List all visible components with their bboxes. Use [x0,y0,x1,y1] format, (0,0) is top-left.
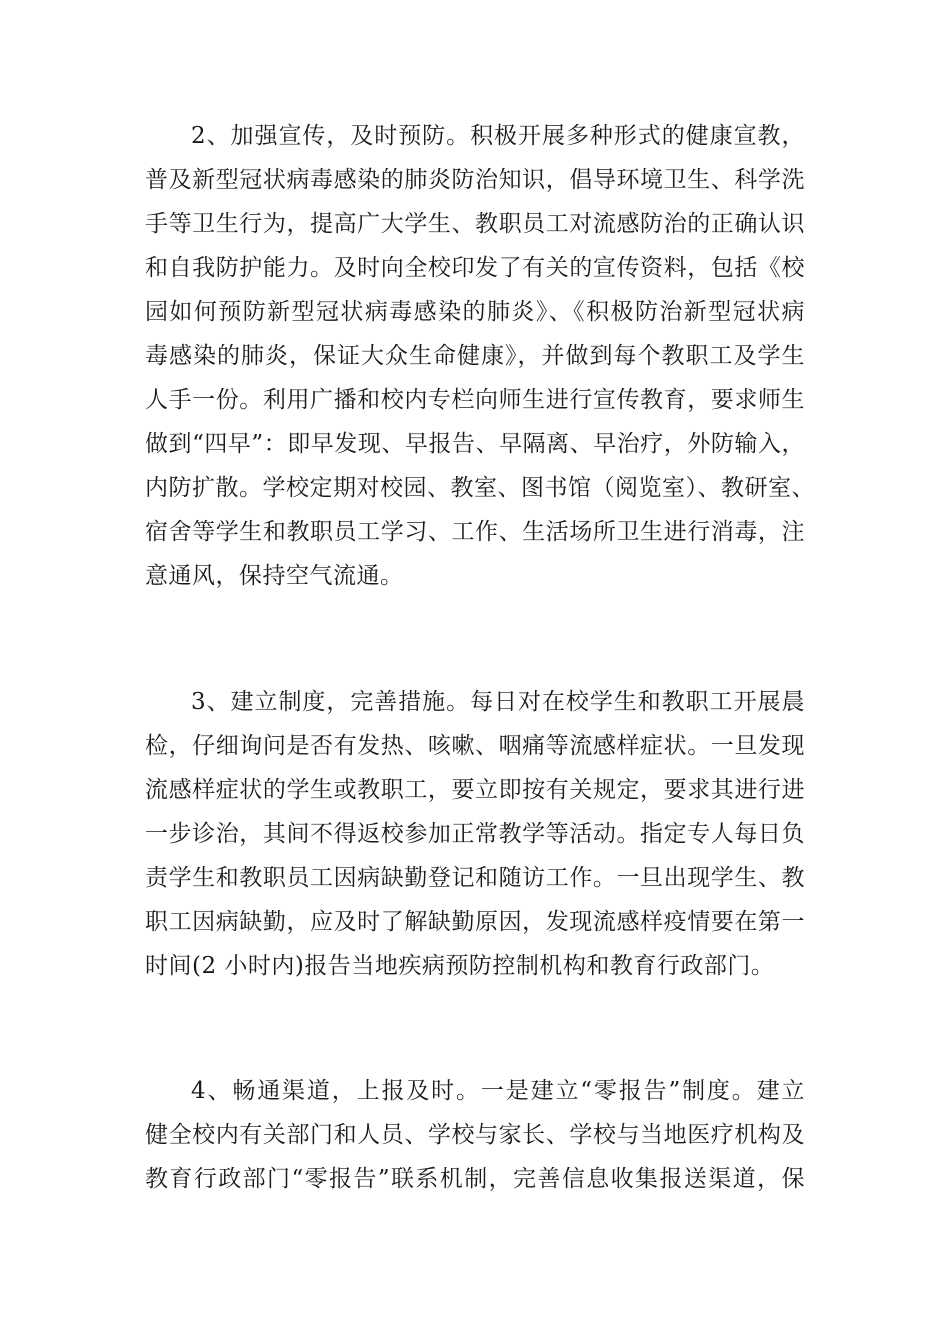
text-line: 责学生和教职员工因病缺勤登记和随访工作。一旦出现学生、教 [145,865,805,891]
paragraph-establish-system [145,680,805,988]
text-line: 职工因病缺勤，应及时了解缺勤原因，发现流感样疫情要在第一 [145,909,805,935]
text-line: 3、建立制度，完善措施。每日对在校学生和教职工开展晨 [191,689,805,715]
text-line: 一步诊治，其间不得返校参加正常教学等活动。指定专人每日负 [145,821,805,847]
text-line: 2、加强宣传，及时预防。积极开展多种形式的健康宣教， [191,123,805,149]
text-line: 时间(2 小时内)报告当地疾病预防控制机构和教育行政部门。 [145,953,775,979]
text-line: 健全校内有关部门和人员、学校与家长、学校与当地医疗机构及 [145,1122,805,1148]
text-line: 4、畅通渠道，上报及时。一是建立“零报告”制度。建立 [191,1078,805,1104]
text-line: 做到“四早”：即早发现、早报告、早隔离、早治疗，外防输入， [145,431,805,457]
text-line: 意通风，保持空气流通。 [145,563,404,589]
text-line: 手等卫生行为，提高广大学生、教职员工对流感防治的正确认识 [145,211,805,237]
paragraph-unblock-channels [145,1069,805,1201]
text-line: 检，仔细询问是否有发热、咳嗽、咽痛等流感样症状。一旦发现 [145,733,805,759]
text-line: 普及新型冠状病毒感染的肺炎防治知识，倡导环境卫生、科学洗 [145,167,805,193]
text-line: 和自我防护能力。及时向全校印发了有关的宣传资料，包括《校 [145,255,805,281]
text-line: 内防扩散。学校定期对校园、教室、图书馆（阅览室）、教研室、 [145,475,815,501]
text-line: 宿舍等学生和教职员工学习、工作、生活场所卫生进行消毒，注 [145,519,805,545]
paragraph-strengthen-publicity [145,114,815,598]
text-line: 教育行政部门“零报告”联系机制，完善信息收集报送渠道，保 [145,1166,805,1192]
text-line: 园如何预防新型冠状病毒感染的肺炎》、《积极防治新型冠状病 [145,299,805,325]
text-line: 人手一份。利用广播和校内专栏向师生进行宣传教育，要求师生 [145,387,805,413]
text-line: 毒感染的肺炎，保证大众生命健康》，并做到每个教职工及学生 [145,343,805,369]
text-line: 流感样症状的学生或教职工，要立即按有关规定，要求其进行进 [145,777,805,803]
